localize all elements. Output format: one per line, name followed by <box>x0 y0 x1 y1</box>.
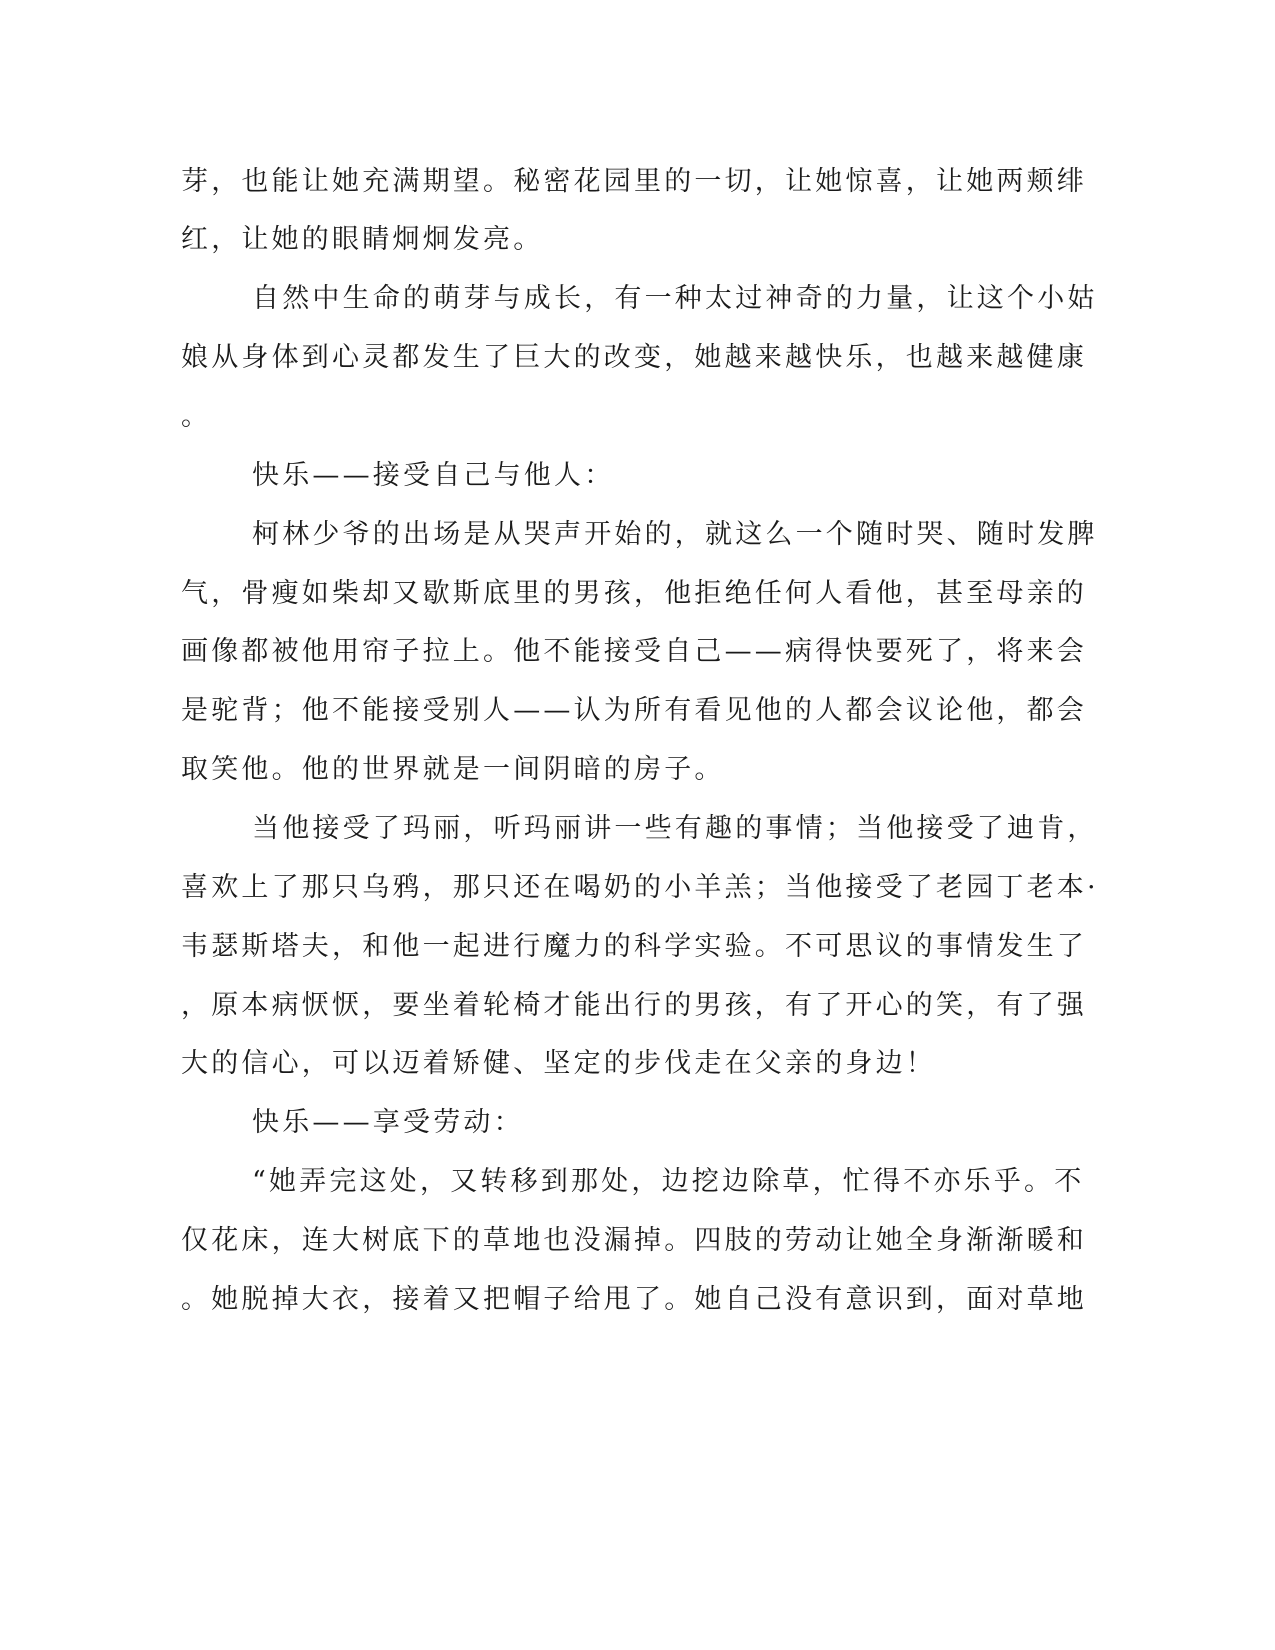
text-line: 气，骨瘦如柴却又歇斯底里的男孩，他拒绝任何人看他，甚至母亲的 <box>181 578 1087 609</box>
text-line: 。 <box>181 401 212 432</box>
text-line: 红，让她的眼睛炯炯发亮。 <box>181 224 544 255</box>
section-heading: 快乐——享受劳动： <box>252 1107 524 1138</box>
text-line: 当他接受了玛丽，听玛丽讲一些有趣的事情；当他接受了迪肯， <box>252 813 1098 844</box>
text-line: 仅花床，连大树底下的草地也没漏掉。四肢的劳动让她全身渐渐暖和 <box>181 1225 1087 1256</box>
text-line: 画像都被他用帘子拉上。他不能接受自己——病得快要死了，将来会 <box>181 636 1087 667</box>
text-line: 娘从身体到心灵都发生了巨大的改变，她越来越快乐，也越来越健康 <box>181 342 1087 373</box>
text-line: 芽，也能让她充满期望。秘密花园里的一切，让她惊喜，让她两颊绯 <box>181 166 1087 197</box>
text-line: 自然中生命的萌芽与成长，有一种太过神奇的力量，让这个小姑 <box>252 283 1098 314</box>
text-line: “她弄完这处，又转移到那处，边挖边除草，忙得不亦乐乎。不 <box>252 1166 1085 1197</box>
text-line: 韦瑟斯塔夫，和他一起进行魔力的科学实验。不可思议的事情发生了 <box>181 931 1087 962</box>
text-line: 大的信心，可以迈着矫健、坚定的步伐走在父亲的身边！ <box>181 1048 936 1079</box>
text-line: 喜欢上了那只乌鸦，那只还在喝奶的小羊羔；当他接受了老园丁老本· <box>181 872 1099 903</box>
text-line: 。她脱掉大衣，接着又把帽子给甩了。她自己没有意识到，面对草地 <box>181 1284 1087 1315</box>
text-line: 柯林少爷的出场是从哭声开始的，就这么一个随时哭、随时发脾 <box>252 519 1098 550</box>
section-heading: 快乐——接受自己与他人： <box>252 460 615 491</box>
text-line: 取笑他。他的世界就是一间阴暗的房子。 <box>181 754 725 785</box>
text-line: ，原本病恹恹，要坐着轮椅才能出行的男孩，有了开心的笑，有了强 <box>181 990 1087 1021</box>
text-line: 是驼背；他不能接受别人——认为所有看见他的人都会议论他，都会 <box>181 695 1087 726</box>
